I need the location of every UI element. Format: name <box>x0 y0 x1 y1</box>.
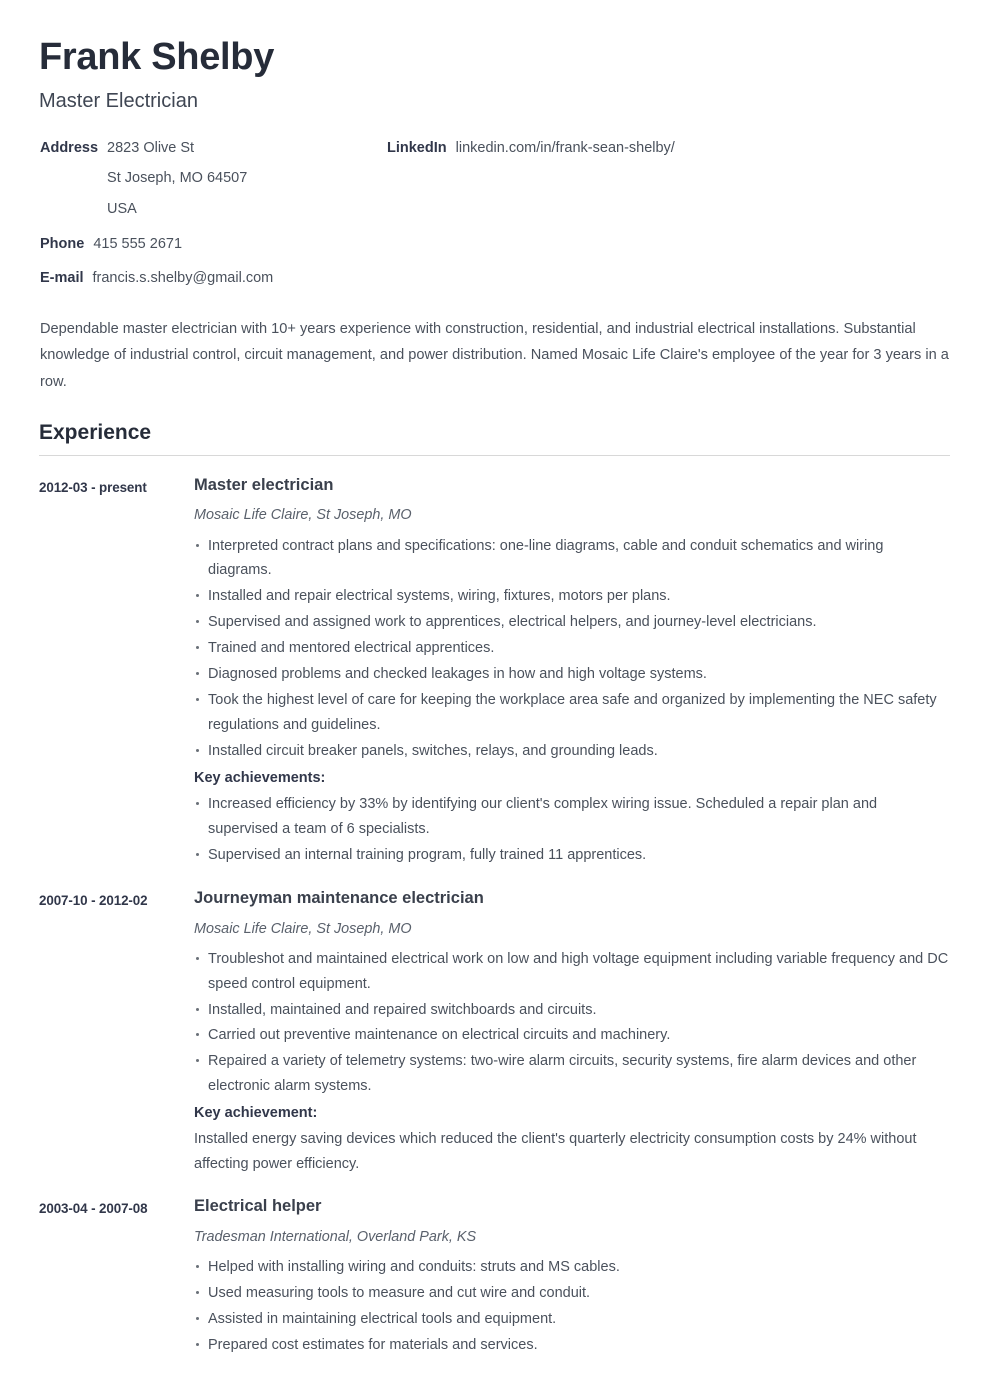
experience-section-title: Experience <box>39 421 152 445</box>
experience-entry <box>39 889 950 1177</box>
phone-value: 415 555 2671 <box>93 235 183 252</box>
entry-body <box>179 889 950 1177</box>
contact-row-phone <box>40 234 950 255</box>
resume-header <box>0 0 990 289</box>
entry-company-location: Mosaic Life Claire, St Joseph, MO <box>194 507 412 524</box>
linkedin-label: LinkedIn <box>387 139 447 156</box>
address-value <box>107 138 247 220</box>
entry-job-title: Journeyman maintenance electrician <box>194 888 484 907</box>
email-label: E-mail <box>40 270 84 287</box>
entry-bullet: Carried out preventive maintenance on electrical circuits and machinery. <box>194 1023 950 1048</box>
entry-bullet: Supervised and assigned work to apprentices, electrical helpers, and journey-level electricians. <box>194 610 950 635</box>
entry-bullet-list <box>194 947 950 1100</box>
entry-dates: 2012-03 - present <box>39 479 147 495</box>
entry-company-location: Tradesman International, Overland Park, KS <box>194 1228 477 1245</box>
phone-label: Phone <box>40 235 85 252</box>
candidate-job-title: Master Electrician <box>39 89 198 112</box>
entry-bullet: Troubleshot and maintained electrical work on low and high voltage equipment including variable frequency and DC speed control equipment. <box>194 947 950 997</box>
key-achievement-bullet: Supervised an internal training program, fully trained 11 apprentices. <box>194 843 950 868</box>
entry-bullet: Installed circuit breaker panels, switches, relays, and grounding leads. <box>194 739 950 764</box>
entry-bullet: Repaired a variety of telemetry systems: two-wire alarm circuits, security systems, fire alarm devices and other electronic alarm systems. <box>194 1049 950 1099</box>
entry-bullet: Took the highest level of care for keeping the workplace area safe and organized by implementing the NEC safety regulations and guidelines. <box>194 688 950 738</box>
entry-bullet: Installed, maintained and repaired switchboards and circuits. <box>194 998 950 1023</box>
address-line-1: 2823 Olive St <box>107 139 195 156</box>
entry-dates: 2003-04 - 2007-08 <box>39 1201 148 1217</box>
candidate-name: Frank Shelby <box>39 36 275 78</box>
entry-bullet: Used measuring tools to measure and cut wire and conduit. <box>194 1281 950 1306</box>
experience-section <box>39 421 950 1358</box>
entry-job-title: Electrical helper <box>194 1197 322 1216</box>
experience-entry <box>39 476 950 869</box>
entry-body <box>179 476 950 869</box>
entry-company-location: Mosaic Life Claire, St Joseph, MO <box>194 920 412 937</box>
entry-bullet-list <box>194 534 950 764</box>
entry-bullet: Prepared cost estimates for materials and services. <box>194 1333 950 1358</box>
entry-bullet: Trained and mentored electrical apprentices. <box>194 636 950 661</box>
key-achievements-label: Key achievements: <box>194 769 326 786</box>
entry-job-title: Master electrician <box>194 475 334 494</box>
experience-entry <box>39 1197 950 1359</box>
section-divider <box>39 455 950 456</box>
entry-bullet: Assisted in maintaining electrical tools and equipment. <box>194 1307 950 1332</box>
address-line-3: USA <box>107 201 137 218</box>
key-achievements-label: Key achievement: <box>194 1105 318 1122</box>
experience-entry-list <box>39 476 950 1359</box>
linkedin-value[interactable]: linkedin.com/in/frank-sean-shelby/ <box>455 139 675 156</box>
entry-bullet: Helped with installing wiring and conduits: struts and MS cables. <box>194 1255 950 1280</box>
key-achievement-bullet: Increased efficiency by 33% by identifying our client's complex wiring issue. Scheduled a repair plan and supervised a team of 6 specialists. <box>194 792 950 842</box>
professional-summary: Dependable master electrician with 10+ years experience with construction, residential, and industrial electrical installations. Substantial knowledge of industrial control, circuit management, and power distribution. Named Mosaic Life Claire's employee of the year for 3 years in a row. <box>40 320 949 390</box>
key-achievement-text: Installed energy saving devices which reduced the client's quarterly electricity consumption costs by 24% without affecting power efficiency. <box>194 1131 917 1173</box>
contact-row-email <box>40 268 950 289</box>
entry-body <box>179 1197 950 1359</box>
entry-dates: 2007-10 - 2012-02 <box>39 892 148 908</box>
entry-bullet-list <box>194 1255 950 1358</box>
address-label: Address <box>40 139 99 156</box>
contact-row-linkedin <box>387 138 675 159</box>
entry-bullet: Installed and repair electrical systems, wiring, fixtures, motors per plans. <box>194 584 950 609</box>
email-value[interactable]: francis.s.shelby@gmail.com <box>92 270 274 287</box>
entry-bullet: Diagnosed problems and checked leakages in how and high voltage systems. <box>194 662 950 687</box>
address-line-2: St Joseph, MO 64507 <box>107 170 248 187</box>
key-achievements-list <box>194 792 950 868</box>
entry-bullet: Interpreted contract plans and specifications: one-line diagrams, cable and conduit schematics and wiring diagrams. <box>194 534 950 584</box>
contact-details <box>39 138 950 289</box>
